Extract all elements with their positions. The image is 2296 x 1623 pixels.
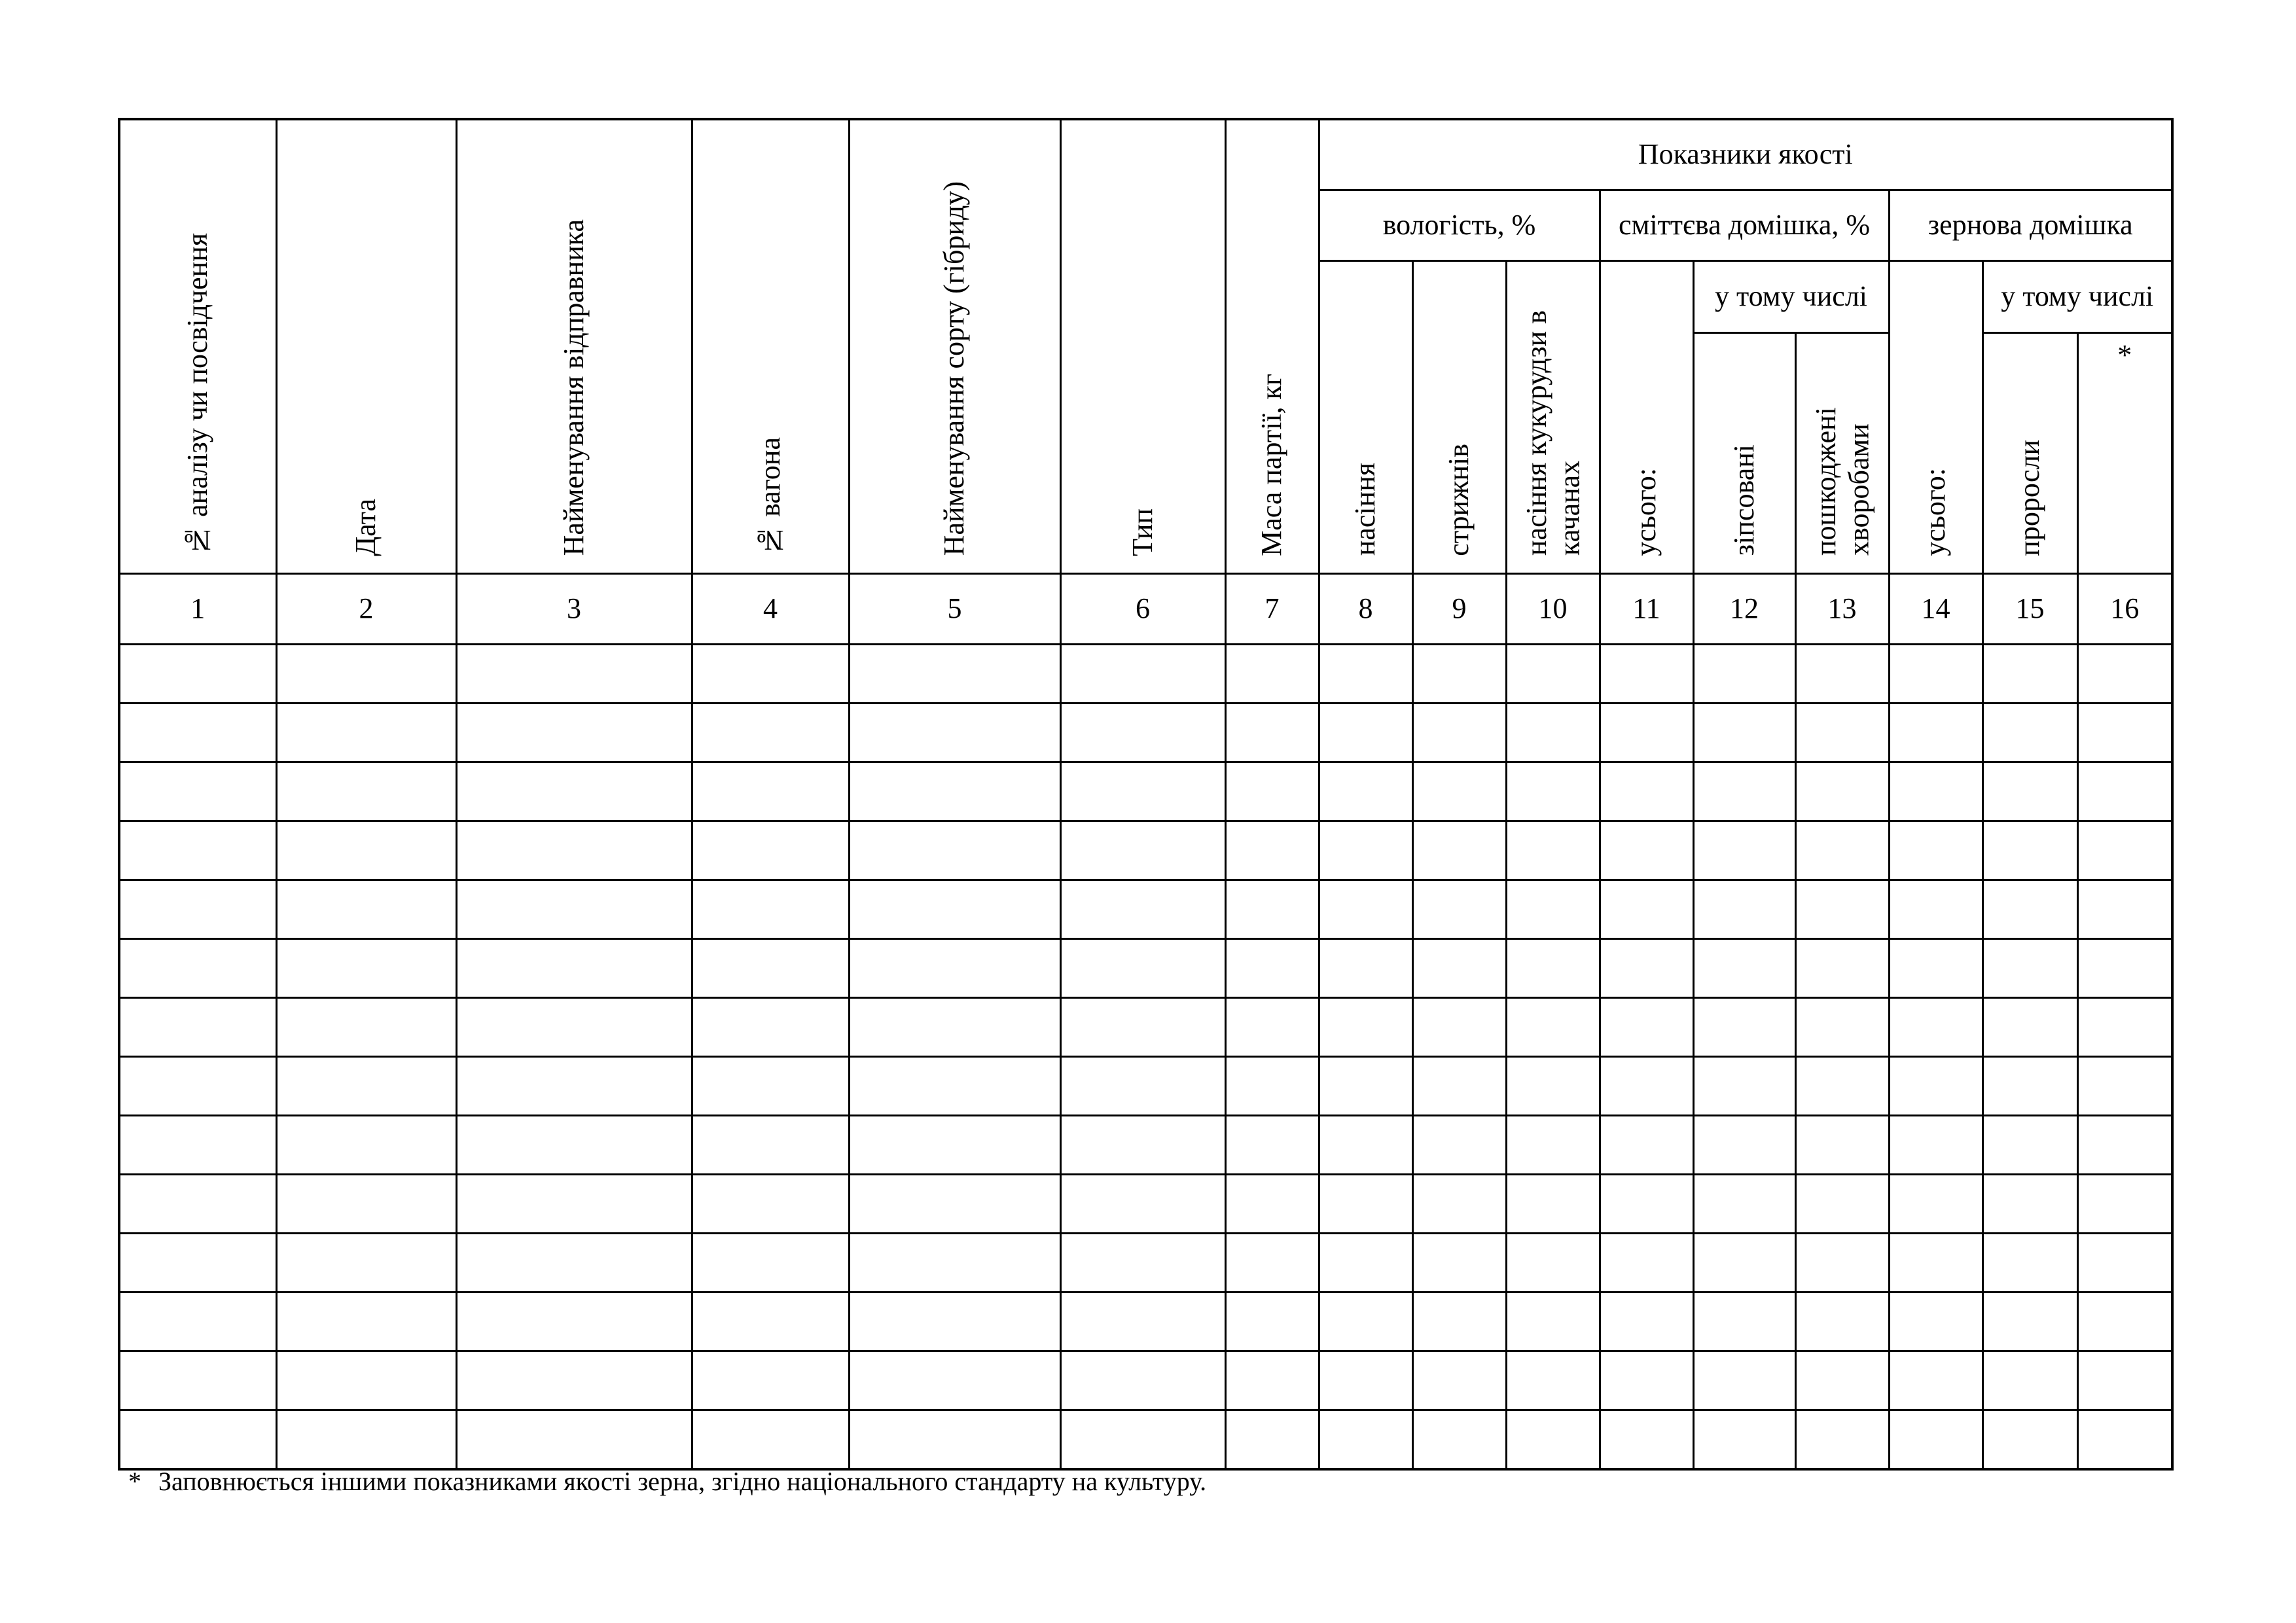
header-trash-total [1600, 261, 1693, 574]
table-cell[interactable] [692, 998, 849, 1057]
header-trash-diseased [1795, 333, 1889, 574]
header-moisture-seeds-label: насіння [1349, 463, 1382, 556]
table-cell[interactable] [1795, 1410, 1889, 1470]
table-cell[interactable] [119, 939, 276, 998]
table-cell[interactable] [1319, 1351, 1412, 1410]
table-cell[interactable] [1600, 821, 1693, 880]
table-cell[interactable] [1600, 1234, 1693, 1293]
header-trash-spoiled [1693, 333, 1795, 574]
table-cell[interactable] [2077, 1293, 2172, 1351]
table-row [119, 998, 2172, 1057]
table-cell[interactable] [1600, 1116, 1693, 1175]
table-cell[interactable] [1319, 645, 1412, 704]
column-number-14: 14 [1889, 574, 1982, 645]
table-cell[interactable] [1795, 939, 1889, 998]
table-cell[interactable] [1060, 998, 1225, 1057]
table-cell[interactable] [2077, 762, 2172, 821]
table-cell[interactable] [456, 704, 692, 762]
table-cell[interactable] [1693, 1410, 1795, 1470]
table-cell[interactable] [1889, 1234, 1982, 1293]
table-cell[interactable] [692, 1175, 849, 1234]
table-cell[interactable] [456, 998, 692, 1057]
table-cell[interactable] [2077, 704, 2172, 762]
table-cell[interactable] [692, 762, 849, 821]
table-cell[interactable] [456, 821, 692, 880]
table-cell[interactable] [1225, 762, 1319, 821]
table-cell[interactable] [1600, 1057, 1693, 1116]
table-cell[interactable] [1982, 880, 2077, 939]
table-cell[interactable] [1693, 1116, 1795, 1175]
table-row [119, 1175, 2172, 1234]
table-cell[interactable] [849, 645, 1060, 704]
table-cell[interactable] [2077, 1410, 2172, 1470]
table-cell[interactable] [119, 998, 276, 1057]
header-grain-sprouted [1982, 333, 2077, 574]
header-analysis-number-label: № аналізу чи посвідчення [181, 232, 213, 556]
header-trash-including: у тому числі [1693, 261, 1889, 333]
table-cell[interactable] [1889, 1351, 1982, 1410]
table-cell[interactable] [1795, 762, 1889, 821]
table-cell[interactable] [456, 1234, 692, 1293]
table-cell[interactable] [1225, 1175, 1319, 1234]
header-moisture-group: вологість, % [1319, 190, 1600, 261]
table-cell[interactable] [1412, 939, 1506, 998]
table-cell[interactable] [1506, 821, 1600, 880]
header-grain-including: у тому числі [1982, 261, 2172, 333]
table-cell[interactable] [1982, 1057, 2077, 1116]
table-cell[interactable] [1506, 1234, 1600, 1293]
column-number-10: 10 [1506, 574, 1600, 645]
table-cell[interactable] [1795, 1175, 1889, 1234]
table-cell[interactable] [1982, 1116, 2077, 1175]
table-cell[interactable] [119, 704, 276, 762]
table-cell[interactable] [1889, 762, 1982, 821]
column-numbers-row [119, 574, 2172, 645]
table-cell[interactable] [1412, 821, 1506, 880]
table-cell[interactable] [276, 1410, 456, 1470]
column-number-7: 7 [1225, 574, 1319, 645]
table-cell[interactable] [849, 762, 1060, 821]
table-cell[interactable] [1319, 1293, 1412, 1351]
table-cell[interactable] [1693, 880, 1795, 939]
table-cell[interactable] [1412, 1116, 1506, 1175]
table-cell[interactable] [119, 1410, 276, 1470]
table-cell[interactable] [849, 1410, 1060, 1470]
table-cell[interactable] [849, 1175, 1060, 1234]
table-cell[interactable] [692, 1057, 849, 1116]
column-number-9: 9 [1412, 574, 1506, 645]
table-cell[interactable] [119, 1057, 276, 1116]
header-variety-name [849, 119, 1060, 574]
table-cell[interactable] [1506, 1116, 1600, 1175]
header-grain-other-star: * [2077, 333, 2172, 574]
table-cell[interactable] [276, 880, 456, 939]
table-cell[interactable] [1693, 821, 1795, 880]
table-cell[interactable] [1060, 704, 1225, 762]
table-cell[interactable] [1982, 1234, 2077, 1293]
table-cell[interactable] [1225, 1351, 1319, 1410]
table-cell[interactable] [276, 1293, 456, 1351]
table-cell[interactable] [1795, 880, 1889, 939]
column-number-6: 6 [1060, 574, 1225, 645]
table-cell[interactable] [2077, 645, 2172, 704]
table-cell[interactable] [1982, 1175, 2077, 1234]
table-cell[interactable] [2077, 1057, 2172, 1116]
table-cell[interactable] [1225, 704, 1319, 762]
table-row [119, 821, 2172, 880]
table-cell[interactable] [849, 704, 1060, 762]
table-cell[interactable] [1600, 704, 1693, 762]
table-cell[interactable] [692, 821, 849, 880]
table-cell[interactable] [1600, 645, 1693, 704]
footnote-mark: * [128, 1467, 141, 1496]
table-cell[interactable] [2077, 1116, 2172, 1175]
table-cell[interactable] [692, 1351, 849, 1410]
table-cell[interactable] [1982, 1410, 2077, 1470]
table-cell[interactable] [1412, 998, 1506, 1057]
table-cell[interactable] [119, 821, 276, 880]
table-cell[interactable] [1412, 1293, 1506, 1351]
table-cell[interactable] [1412, 880, 1506, 939]
table-cell[interactable] [2077, 821, 2172, 880]
table-cell[interactable] [1506, 704, 1600, 762]
header-wagon-number [692, 119, 849, 574]
table-cell[interactable] [276, 704, 456, 762]
table-cell[interactable] [276, 1351, 456, 1410]
table-cell[interactable] [119, 1116, 276, 1175]
table-cell[interactable] [1506, 1057, 1600, 1116]
table-cell[interactable] [1319, 1234, 1412, 1293]
table-cell[interactable] [1225, 1057, 1319, 1116]
table-cell[interactable] [456, 1351, 692, 1410]
table-cell[interactable] [1795, 998, 1889, 1057]
table-cell[interactable] [276, 1175, 456, 1234]
header-quality-indicators: Показники якості [1319, 119, 2172, 190]
table-cell[interactable] [1225, 1293, 1319, 1351]
table-cell[interactable] [849, 880, 1060, 939]
table-cell[interactable] [1889, 1410, 1982, 1470]
table-row [119, 939, 2172, 998]
table-cell[interactable] [1506, 880, 1600, 939]
table-cell[interactable] [1225, 1410, 1319, 1470]
table-cell[interactable] [1889, 821, 1982, 880]
table-cell[interactable] [1060, 1057, 1225, 1116]
table-cell[interactable] [1693, 939, 1795, 998]
table-cell[interactable] [849, 939, 1060, 998]
table-cell[interactable] [1225, 880, 1319, 939]
table-cell[interactable] [1600, 1410, 1693, 1470]
header-moisture-seeds-in-ears [1506, 261, 1600, 574]
table-cell[interactable] [119, 1293, 276, 1351]
header-moisture-cobs-label: стрижнів [1443, 443, 1475, 556]
table-cell[interactable] [692, 645, 849, 704]
table-cell[interactable] [119, 1351, 276, 1410]
table-cell[interactable] [1795, 1293, 1889, 1351]
table-cell[interactable] [1319, 998, 1412, 1057]
table-cell[interactable] [1060, 762, 1225, 821]
table-cell[interactable] [1982, 704, 2077, 762]
table-cell[interactable] [1412, 1175, 1506, 1234]
table-cell[interactable] [1600, 1351, 1693, 1410]
column-number-4: 4 [692, 574, 849, 645]
table-cell[interactable] [1319, 704, 1412, 762]
table-cell[interactable] [119, 645, 276, 704]
table-cell[interactable] [2077, 1175, 2172, 1234]
table-cell[interactable] [1506, 1410, 1600, 1470]
table-cell[interactable] [1889, 1116, 1982, 1175]
table-cell[interactable] [1600, 1293, 1693, 1351]
header-date [276, 119, 456, 574]
table-cell[interactable] [1412, 1351, 1506, 1410]
column-number-3: 3 [456, 574, 692, 645]
table-cell[interactable] [1506, 1351, 1600, 1410]
table-cell[interactable] [1225, 998, 1319, 1057]
table-cell[interactable] [1889, 1293, 1982, 1351]
table-cell[interactable] [1795, 645, 1889, 704]
table-cell[interactable] [692, 880, 849, 939]
table-cell[interactable] [692, 939, 849, 998]
table-cell[interactable] [1982, 998, 2077, 1057]
header-type [1060, 119, 1225, 574]
table-cell[interactable] [1412, 1057, 1506, 1116]
table-cell[interactable] [276, 645, 456, 704]
header-analysis-number [119, 119, 276, 574]
table-cell[interactable] [1506, 1293, 1600, 1351]
table-cell[interactable] [276, 939, 456, 998]
header-sender-name [456, 119, 692, 574]
table-cell[interactable] [1693, 1293, 1795, 1351]
table-cell[interactable] [1060, 645, 1225, 704]
header-trash-spoiled-label: зіпсовані [1727, 444, 1760, 556]
table-cell[interactable] [119, 762, 276, 821]
table-cell[interactable] [1982, 1293, 2077, 1351]
table-cell[interactable] [456, 762, 692, 821]
table-cell[interactable] [849, 1351, 1060, 1410]
table-cell[interactable] [849, 1057, 1060, 1116]
header-moisture-seeds [1319, 261, 1412, 574]
header-trash-diseased-label: пошкоджені хворобами [1809, 407, 1875, 556]
table-cell[interactable] [1982, 821, 2077, 880]
column-number-8: 8 [1319, 574, 1412, 645]
table-cell[interactable] [1889, 1057, 1982, 1116]
table-cell[interactable] [276, 1234, 456, 1293]
table-cell[interactable] [1795, 1057, 1889, 1116]
table-cell[interactable] [2077, 939, 2172, 998]
table-cell[interactable] [1060, 880, 1225, 939]
table-cell[interactable] [1319, 762, 1412, 821]
table-cell[interactable] [1319, 880, 1412, 939]
table-cell[interactable] [1693, 998, 1795, 1057]
table-cell[interactable] [692, 1410, 849, 1470]
column-number-5: 5 [849, 574, 1060, 645]
header-wagon-number-label: № вагона [753, 437, 786, 556]
header-moisture-seeds-in-ears-label: насіння кукурудзи в качанах [1520, 310, 1586, 556]
table-cell[interactable] [1982, 939, 2077, 998]
table-cell[interactable] [119, 1234, 276, 1293]
table-cell[interactable] [1319, 1410, 1412, 1470]
table-cell[interactable] [276, 1057, 456, 1116]
header-trash-total-label: усього: [1630, 467, 1662, 556]
table-cell[interactable] [1506, 762, 1600, 821]
table-cell[interactable] [849, 998, 1060, 1057]
table-cell[interactable] [456, 1175, 692, 1234]
table-cell[interactable] [1693, 1234, 1795, 1293]
table-cell[interactable] [1412, 645, 1506, 704]
header-moisture-cobs [1412, 261, 1506, 574]
table-cell[interactable] [1412, 704, 1506, 762]
table-cell[interactable] [1412, 1410, 1506, 1470]
table-cell[interactable] [1693, 1351, 1795, 1410]
table-cell[interactable] [456, 939, 692, 998]
table-cell[interactable] [1982, 762, 2077, 821]
table-row [119, 1234, 2172, 1293]
header-grain-impurity-group: зернова домішка [1889, 190, 2172, 261]
table-row [119, 1057, 2172, 1116]
header-date-label: Дата [350, 498, 382, 556]
header-grain-sprouted-label: проросли [2013, 439, 2046, 556]
table-cell[interactable] [1889, 645, 1982, 704]
table-cell[interactable] [1795, 704, 1889, 762]
column-number-1: 1 [119, 574, 276, 645]
table-cell[interactable] [276, 762, 456, 821]
table-cell[interactable] [1060, 1234, 1225, 1293]
table-cell[interactable] [1889, 998, 1982, 1057]
table-cell[interactable] [1795, 1351, 1889, 1410]
table-cell[interactable] [1319, 1116, 1412, 1175]
table-cell[interactable] [1225, 821, 1319, 880]
table-cell[interactable] [1506, 1175, 1600, 1234]
table-cell[interactable] [456, 1057, 692, 1116]
table-cell[interactable] [1225, 1116, 1319, 1175]
table-row [119, 1293, 2172, 1351]
table-cell[interactable] [1506, 645, 1600, 704]
table-cell[interactable] [1600, 1175, 1693, 1234]
column-number-11: 11 [1600, 574, 1693, 645]
table-cell[interactable] [849, 821, 1060, 880]
grain-quality-register-table [118, 118, 2174, 1471]
column-number-2: 2 [276, 574, 456, 645]
table-cell[interactable] [276, 1116, 456, 1175]
table-cell[interactable] [456, 1116, 692, 1175]
header-type-label: Тип [1126, 508, 1158, 556]
table-row [119, 762, 2172, 821]
table-cell[interactable] [276, 998, 456, 1057]
table-cell[interactable] [1795, 1116, 1889, 1175]
table-cell[interactable] [1412, 762, 1506, 821]
header-trash-impurity-group: сміттєва домішка, % [1600, 190, 1889, 261]
table-cell[interactable] [1982, 645, 2077, 704]
header-batch-mass-label: Маса партії, кг [1255, 373, 1288, 556]
table-row [119, 1410, 2172, 1470]
header-grain-total [1889, 261, 1982, 574]
table-cell[interactable] [1319, 939, 1412, 998]
table-cell[interactable] [2077, 1351, 2172, 1410]
table-cell[interactable] [849, 1116, 1060, 1175]
table-cell[interactable] [2077, 880, 2172, 939]
table-cell[interactable] [456, 1410, 692, 1470]
table-cell[interactable] [1795, 1234, 1889, 1293]
header-variety-name-label: Найменування сорту (гібриду) [938, 181, 971, 556]
table-cell[interactable] [1060, 1116, 1225, 1175]
table-cell[interactable] [1600, 939, 1693, 998]
table-cell[interactable] [276, 821, 456, 880]
table-cell[interactable] [1982, 1351, 2077, 1410]
table-cell[interactable] [1693, 1175, 1795, 1234]
table-cell[interactable] [1319, 1175, 1412, 1234]
footnote-text: Заповнюється іншими показниками якості зерна, згідно національного стандарту на культуру. [158, 1467, 1207, 1496]
table-cell[interactable] [1889, 704, 1982, 762]
table-cell[interactable] [849, 1234, 1060, 1293]
table-cell[interactable] [692, 1116, 849, 1175]
header-sender-name-label: Найменування відправника [557, 219, 590, 556]
footnote [128, 1466, 1206, 1497]
table-row [119, 645, 2172, 704]
table-cell[interactable] [1319, 1057, 1412, 1116]
table-cell[interactable] [1060, 1293, 1225, 1351]
table-cell[interactable] [1889, 1175, 1982, 1234]
table-cell[interactable] [1412, 1234, 1506, 1293]
table-cell[interactable] [1889, 939, 1982, 998]
table-cell[interactable] [456, 645, 692, 704]
table-cell[interactable] [1225, 939, 1319, 998]
table-cell[interactable] [1060, 1175, 1225, 1234]
table-cell[interactable] [1600, 762, 1693, 821]
table-row [119, 1351, 2172, 1410]
table-cell[interactable] [119, 1175, 276, 1234]
table-cell[interactable] [1600, 998, 1693, 1057]
column-number-15: 15 [1982, 574, 2077, 645]
column-number-16: 16 [2077, 574, 2172, 645]
table-cell[interactable] [456, 880, 692, 939]
table-cell[interactable] [2077, 998, 2172, 1057]
table-cell[interactable] [1889, 880, 1982, 939]
table-cell[interactable] [692, 1234, 849, 1293]
table-cell[interactable] [1693, 645, 1795, 704]
table-row [119, 704, 2172, 762]
table-cell[interactable] [1060, 1410, 1225, 1470]
header-grain-total-label: усього: [1919, 467, 1952, 556]
table-cell[interactable] [1060, 939, 1225, 998]
table-cell[interactable] [2077, 1234, 2172, 1293]
table-cell[interactable] [1225, 1234, 1319, 1293]
table-cell[interactable] [692, 1293, 849, 1351]
table-cell[interactable] [1795, 821, 1889, 880]
table-cell[interactable] [1225, 645, 1319, 704]
table-cell[interactable] [849, 1293, 1060, 1351]
column-number-13: 13 [1795, 574, 1889, 645]
table-cell[interactable] [1060, 821, 1225, 880]
table-cell[interactable] [1693, 762, 1795, 821]
table-row [119, 880, 2172, 939]
table-cell[interactable] [1693, 704, 1795, 762]
header-batch-mass [1225, 119, 1319, 574]
table-cell[interactable] [1319, 821, 1412, 880]
table-cell[interactable] [1600, 880, 1693, 939]
table-row [119, 1116, 2172, 1175]
table-cell[interactable] [1506, 939, 1600, 998]
table-cell[interactable] [1506, 998, 1600, 1057]
table-cell[interactable] [456, 1293, 692, 1351]
table-cell[interactable] [119, 880, 276, 939]
table-cell[interactable] [692, 704, 849, 762]
column-number-12: 12 [1693, 574, 1795, 645]
table-cell[interactable] [1060, 1351, 1225, 1410]
table-cell[interactable] [1693, 1057, 1795, 1116]
